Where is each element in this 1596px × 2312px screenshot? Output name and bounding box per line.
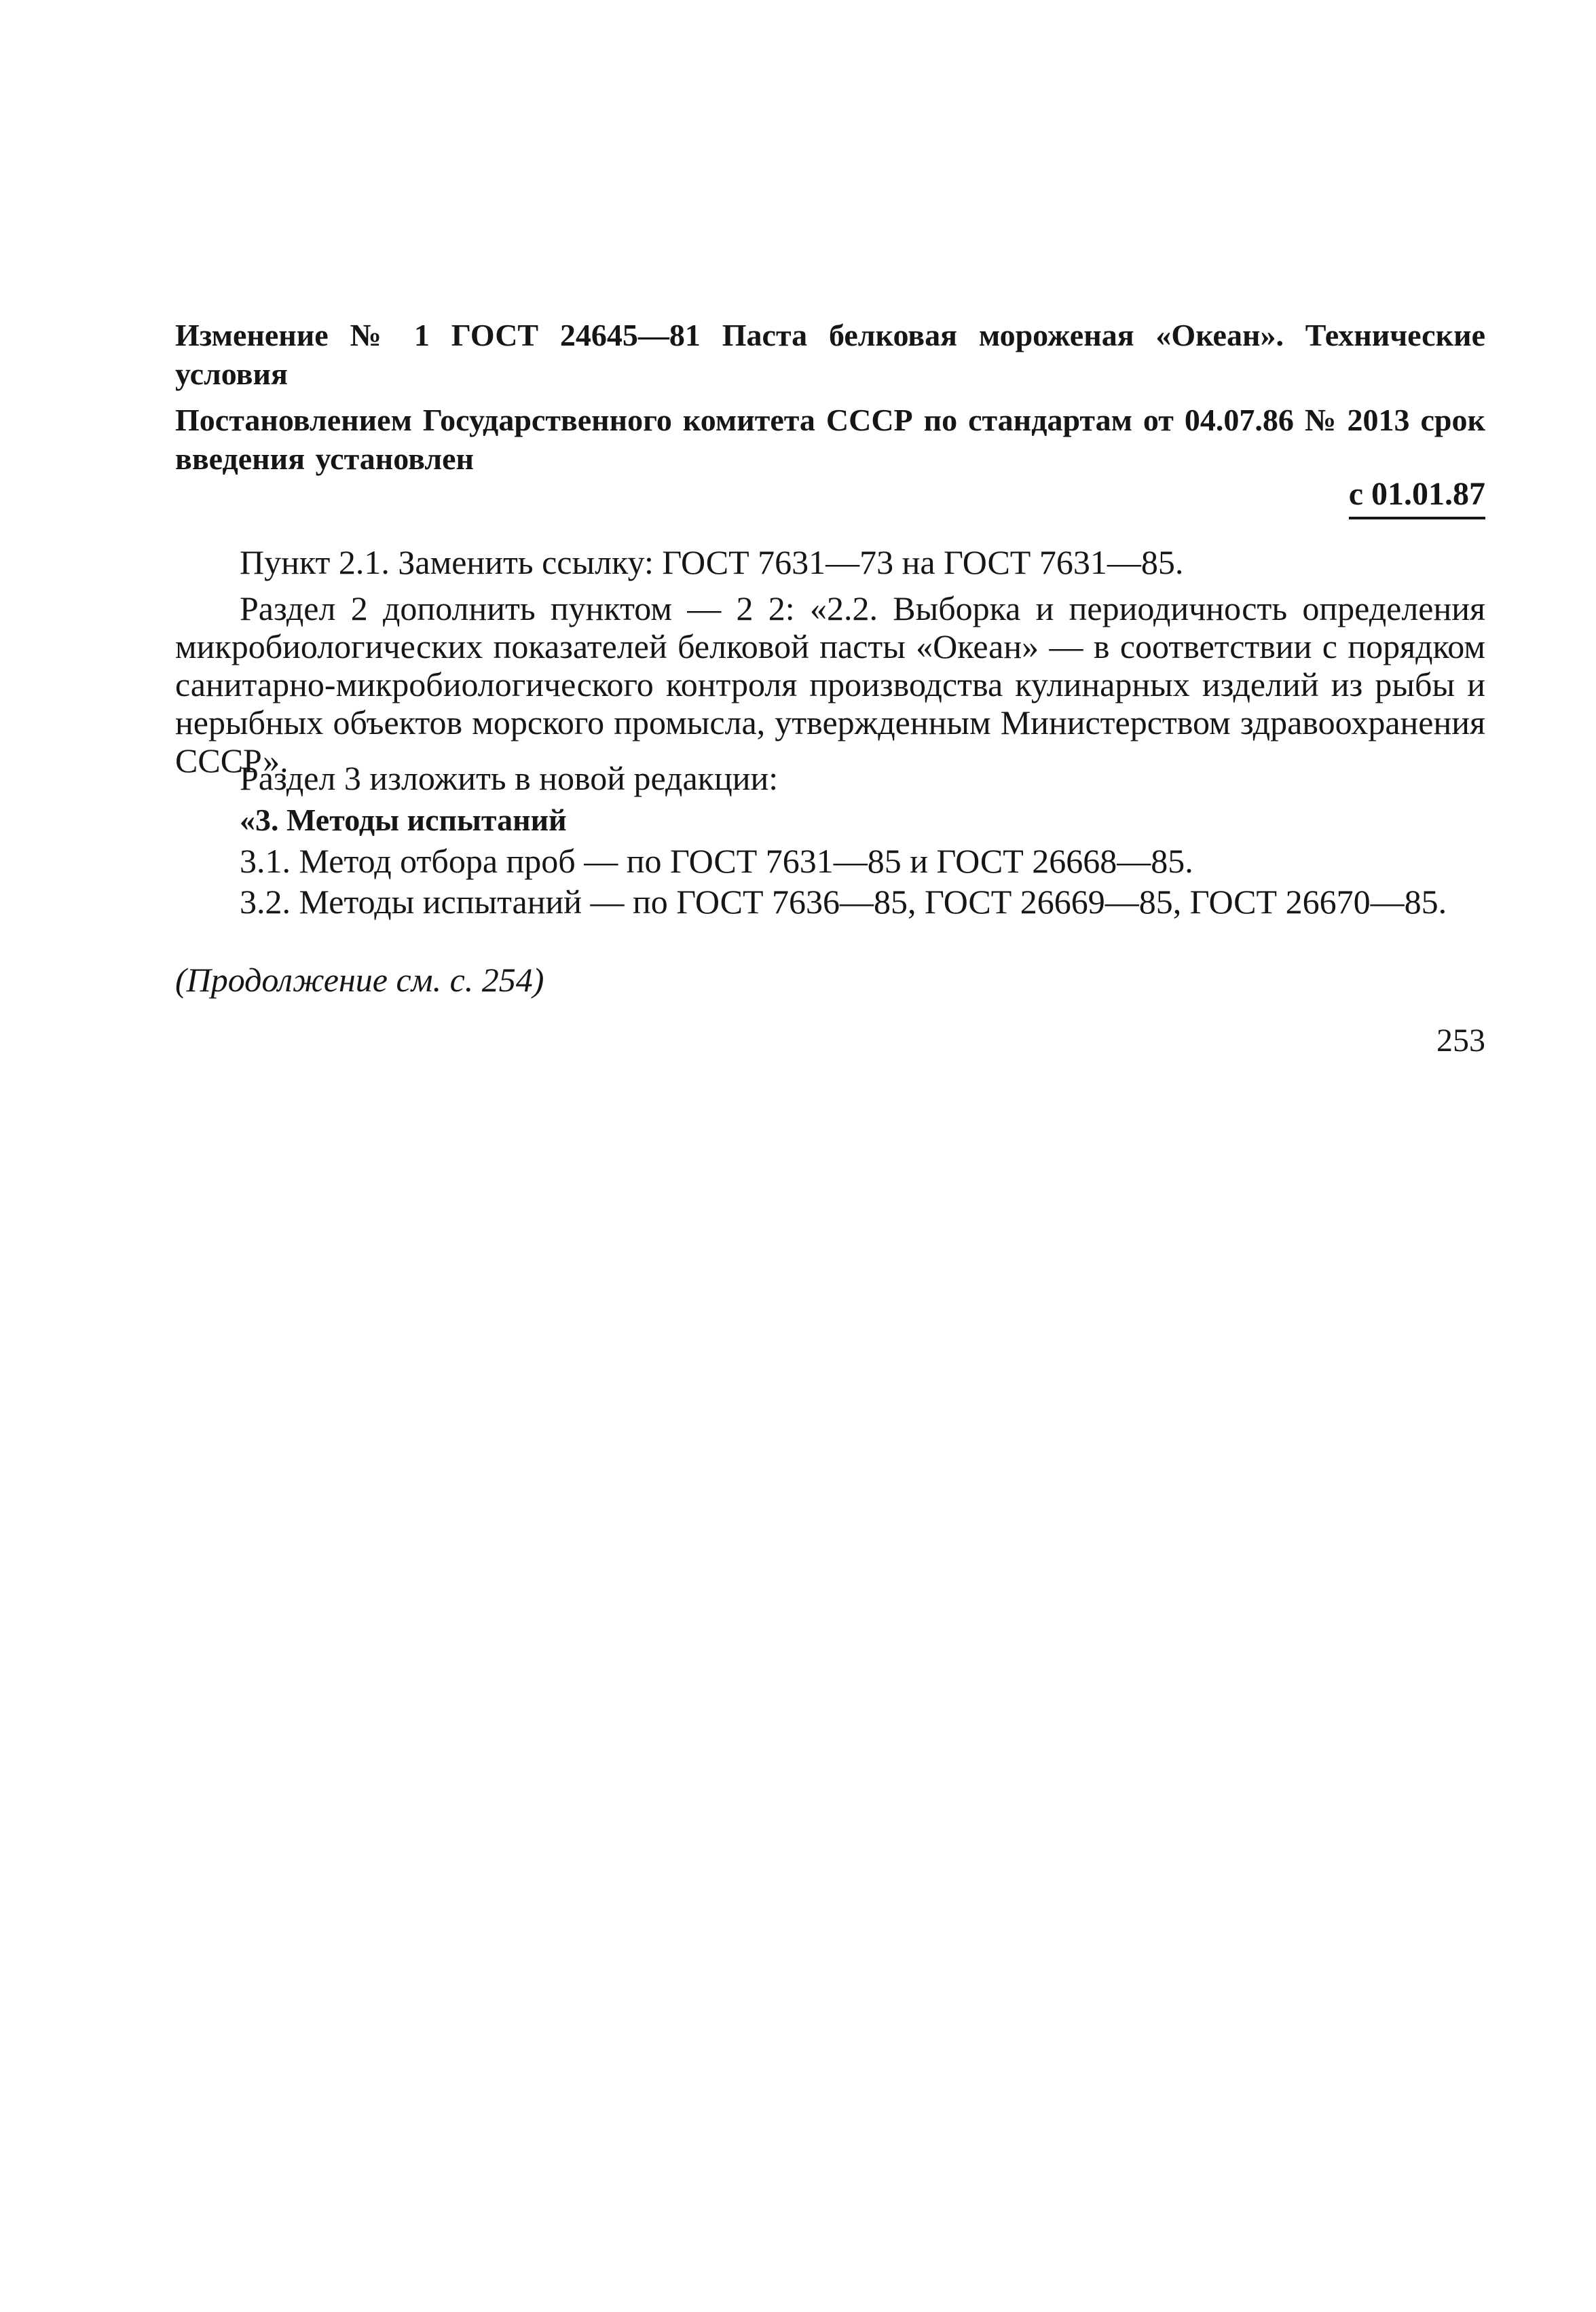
item-3-1: 3.1. Метод отбора проб — по ГОСТ 7631—85 и ГОСТ 26668—85. xyxy=(240,842,1193,880)
page-number: 253 xyxy=(1436,1023,1485,1059)
paragraph-section-3-intro: Раздел 3 изложить в новой редакции: xyxy=(240,759,779,797)
amendment-title: Изменение № 1 ГОСТ 24645—81 Паста белковая мороженая «Океан». Технические условия xyxy=(175,318,1485,391)
section-heading: «3. Методы испытаний xyxy=(240,803,567,837)
decree-text: Постановлением Государственного комитета СССР по стандартам от 04.07.86 № 2013 срок введения установлен xyxy=(175,403,1485,476)
effective-date-line xyxy=(175,475,1485,519)
item-3-2: 3.2. Методы испытаний — по ГОСТ 7636—85, ГОСТ 26669—85, ГОСТ 26670—85. xyxy=(240,883,1447,921)
paragraph-section-2: Раздел 2 дополнить пунктом — 2 2: «2.2. Выборка и периодичность определения микробиологических показателей белковой пасты «Океан» — в соответствии с порядком санитарно-микробиологического контроля производства кулинарных изделий из рыбы и нерыбных объектов морского промысла, утвержденным Министерством здравоохранения СССР». xyxy=(175,589,1485,779)
paragraph-point-2-1: Пункт 2.1. Заменить ссылку: ГОСТ 7631—73 на ГОСТ 7631—85. xyxy=(240,543,1184,581)
effective-date: с 01.01.87 xyxy=(1349,475,1485,519)
continuation-note: (Продолжение см. с. 254) xyxy=(175,961,544,999)
